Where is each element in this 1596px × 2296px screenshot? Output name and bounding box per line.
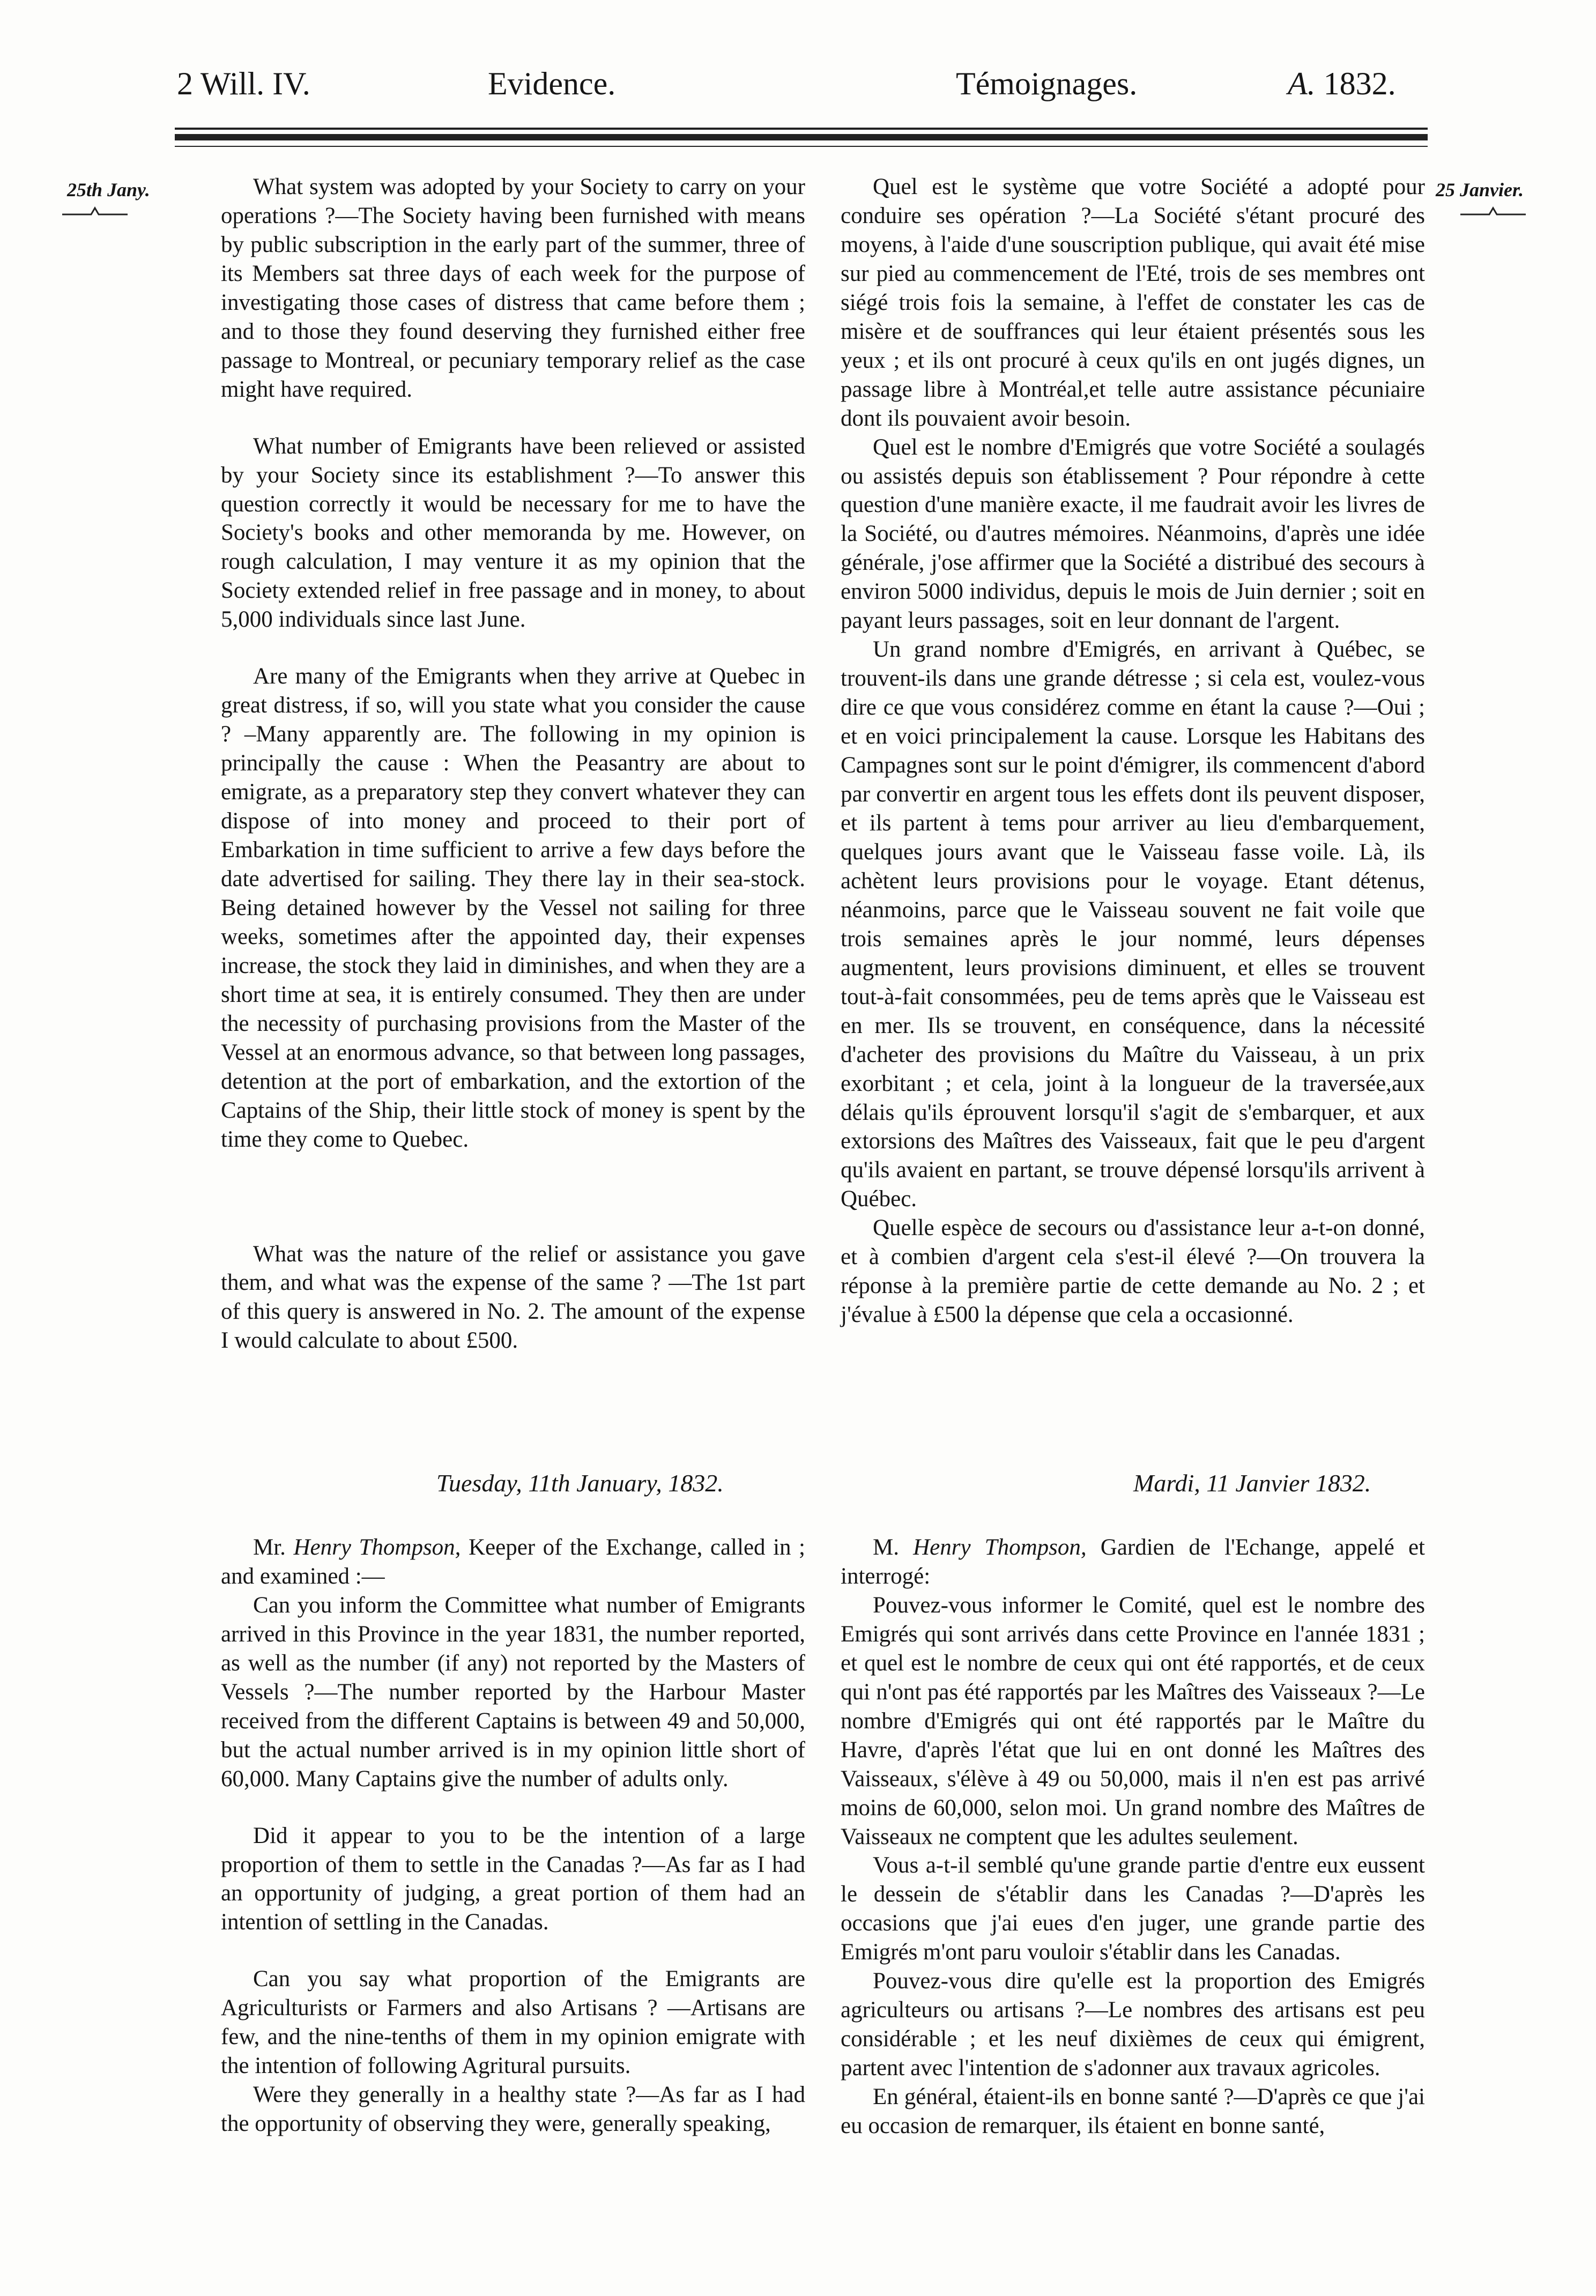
session-date-english: Tuesday, 11th January, 1832. xyxy=(436,1469,724,1497)
q5-french: Pouvez-vous informer le Comité, quel est le nombre des Emigrés qui sont arrivés dans cette Province en l'année 1831 ; et quel est le nombre de ceux qui ont été rapportés, et de ceux qui n'ont pas été rapportés par les Maîtres des Vaisseaux ?—Le nombre d'Emigrés qui ont été rapportés par le Maître du Havre, d'après l'état que lui en ont donné les Maîtres des Vaisseaux, s'élève à 49 ou 50,000, mais il n'en est pas arrivé moins de 60,000, selon moi. Un grand nombre des Maîtres de Vaisseaux ne comptent que les adultes seulement. xyxy=(841,1592,1425,1849)
q7-french: Pouvez-vous dire qu'elle est la proportion des Emigrés agriculteurs ou artisans ?—Le nombres des artisans est peu considérable ; et les neuf dixièmes de ceux qui émigrent, partent avec l'intention de s'adonner aux travaux agricoles. xyxy=(841,1968,1425,2081)
witness-name-french: Henry Thompson, xyxy=(913,1535,1087,1560)
q3-english: Are many of the Emigrants when they arrive at Quebec in great distress, if so, will you state what you consider the cause ? –Many apparently are. The following in my opinion is principally the cause : When the Peasantry are about to emigrate, as a preparatory step they convert whatever they can dispose of into money and proceed to their port of Embarkation in time sufficient to arrive a few days before the date advertised for sailing. They there lay in their sea-stock. Being detained however by the Vessel not sailing for three weeks, sometimes after the appointed day, their expenses increase, the stock they laid in diminishes, and when they are a short time at sea, it is entirely consumed. They then are under the necessity of purchasing provisions from the Master of the Vessel at an enormous advance, so that between long passages, detention at the port of embarkation, and the extortion of the Captains of the Ship, their little stock of money is spent by the time they come to Quebec. xyxy=(221,664,805,1152)
witness-title-english: Mr. xyxy=(253,1535,286,1560)
q8-english: Were they generally in a healthy state ?—As far as I had the opportunity of observing they were, generally speaking, xyxy=(221,2082,805,2137)
q5-english: Can you inform the Committee what number of Emigrants arrived in this Province in the year 1831, the number reported, as well as the number (if any) not reported by the Masters of Vessels ?—The number reported by the Harbour Master received from the different Captains is between 49 and 50,000, but the actual number arrived is in my opinion little short of 60,000. Many Captains give the number of adults only. xyxy=(221,1592,805,1792)
header-year: 1832. xyxy=(1323,66,1396,101)
q6-french: Vous a-t-il semblé qu'une grande partie d'entre eux eussent le dessein de s'établir dans les Canadas ?—D'après les occasions que j'ai eues d'en juger, une grande partie des Emigrés m'ont paru vouloir s'établir dans les Canadas. xyxy=(841,1853,1425,1965)
section2-french xyxy=(841,1533,1425,2141)
header-temoignages: Témoignages. xyxy=(956,66,1138,101)
q2-english: What number of Emigrants have been relieved or assisted by your Society since its establishment ?—To answer this question correctly it would be necessary for me to have the Society's books and other memoranda by me. However, on rough calculation, I may venture it as my opinion that the Society extended relief in free passage and in money, to about 5,000 individuals since last June. xyxy=(221,433,805,633)
q1-english: What system was adopted by your Society to carry on your operations ?—The Society having been furnished with means by public subscription in the early part of the summer, three of its Members sat three days of each week for the purpose of investigating those cases of distress that came before them ; and to those they found deserving they furnished either free passage to Montreal, or pecuniary temporary relief as the case might have required. xyxy=(221,174,805,402)
header-rule-bottom xyxy=(175,146,1428,147)
q4-french: Quelle espèce de secours ou d'assistance leur a-t-on donné, et à combien d'argent cela s'est-il élevé ?—On trouvera la réponse à la première partie de cette demande au No. 2 ; et j'évalue à £500 la dépense que cela a occasionné. xyxy=(841,1215,1425,1328)
q8-french: En général, étaient-ils en bonne santé ?—D'après ce que j'ai eu occasion de remarquer, ils étaient en bonne santé, xyxy=(841,2084,1425,2139)
witness-intro-french xyxy=(841,1533,1425,1591)
section2-english xyxy=(221,1533,805,2138)
q2-french: Quel est le nombre d'Emigrés que votre Société a soulagés ou assistés depuis son établissement ? Pour répondre à cette question d'une manière exacte, il me faudrait avoir les livres de la Société, ou d'autres mémoires. Néanmoins, d'après une idée générale, j'ose affirmer que la Société a distribué des secours à environ 5000 individus, depuis le mois de Juin dernier ; soit en payant leurs passages, soit en leur donnant de l'argent. xyxy=(841,434,1425,634)
margin-date-right: 25 Janvier. xyxy=(1436,179,1524,200)
header-appendix xyxy=(1288,68,1396,100)
q7-english: Can you say what proportion of the Emigrants are Agriculturists or Farmers and also Artisans ? —Artisans are few, and the nine-tenths of them in my opinion emigrate with the intention of following Agritural pursuits. xyxy=(221,1966,805,2079)
witness-name-english: Henry Thompson, xyxy=(293,1535,461,1560)
witness-intro-english xyxy=(221,1533,805,1591)
header-rule-top xyxy=(175,128,1428,130)
witness-role-french: Gardien de l'Echange, appelé et interrogé: xyxy=(841,1535,1425,1589)
session-date-french: Mardi, 11 Janvier 1832. xyxy=(1133,1469,1371,1497)
section1-french xyxy=(841,173,1425,1329)
header-appendix-letter: A. xyxy=(1288,66,1316,101)
q6-english: Did it appear to you to be the intention of a large proportion of them to settle in the Canadas ?—As far as I had an opportunity of judging, a great portion of them had an intention of settling in the Canadas. xyxy=(221,1823,805,1935)
header-rule-thick xyxy=(175,134,1428,140)
q3-french: Un grand nombre d'Emigrés, en arrivant à Québec, se trouvent-ils dans une grande détresse ; si cela est, voulez-vous dire ce que vous considérez comme en étant la cause ?—Oui ; et en voici principalement la cause. Lorsque les Habitans des Campagnes sont sur le point d'émigrer, ils commencent d'abord par convertir en argent tous les effets dont ils peuvent disposer, et ils partent à tems pour arriver au lieu d'embarquement, quelques jours avant que le Vaisseau fasse voile. Là, ils achètent leurs provisions pour le voyage. Etant détenus, néanmoins, parce que le Vaisseau souvent ne fait voile que trois semaines après le jour nommé, leurs dépenses augmentent, leurs provisions diminuent, et elles se trouvent tout-à-fait consommées, peu de tems après que le Vaisseau est en mer. Ils se trouvent, en conséquence, dans la nécessité d'acheter des provisions du Maître du Vaisseau, à un prix exorbitant ; et cela, joint à la longueur de la traversée,aux délais qu'ils éprouvent lorsqu'il s'agit de s'embarquer, et aux extorsions des Maîtres des Vaisseaux, fait que le peu d'argent qu'ils avaient en partant, se trouve dépensé lorsqu'ils arrivent à Québec. xyxy=(841,637,1425,1212)
brace-left-icon xyxy=(60,205,130,217)
brace-right-icon xyxy=(1458,205,1528,217)
witness-role-english: Keeper of the Exchange, called in ; and examined :— xyxy=(221,1535,806,1589)
witness-title-french: M. xyxy=(873,1535,899,1560)
section1-english xyxy=(221,173,805,1355)
margin-date-left: 25th Jany. xyxy=(67,179,150,200)
q1-french: Quel est le système que votre Société a adopté pour conduire ses opération ?—La Société s'étant procuré des moyens, à l'aide d'une souscription publique, qui avait été mise sur pied au commencement de l'Eté, trois de ses membres ont siégé trois fois la semaine, à l'effet de constater les cas de misère et de souffrances qui leur étaient présentés sous les yeux ; et ils ont procuré à ceux qu'ils en ont jugés dignes, un passage libre à Montréal,et telle autre assistance pécuniaire dont ils pouvaient avoir besoin. xyxy=(841,174,1425,431)
header-session: 2 Will. IV. xyxy=(177,66,310,101)
header-evidence: Evidence. xyxy=(488,66,616,101)
q4-english: What was the nature of the relief or assistance you gave them, and what was the expense of the same ? —The 1st part of this query is answered in No. 2. The amount of the expense I would calculate to about £500. xyxy=(221,1241,805,1354)
